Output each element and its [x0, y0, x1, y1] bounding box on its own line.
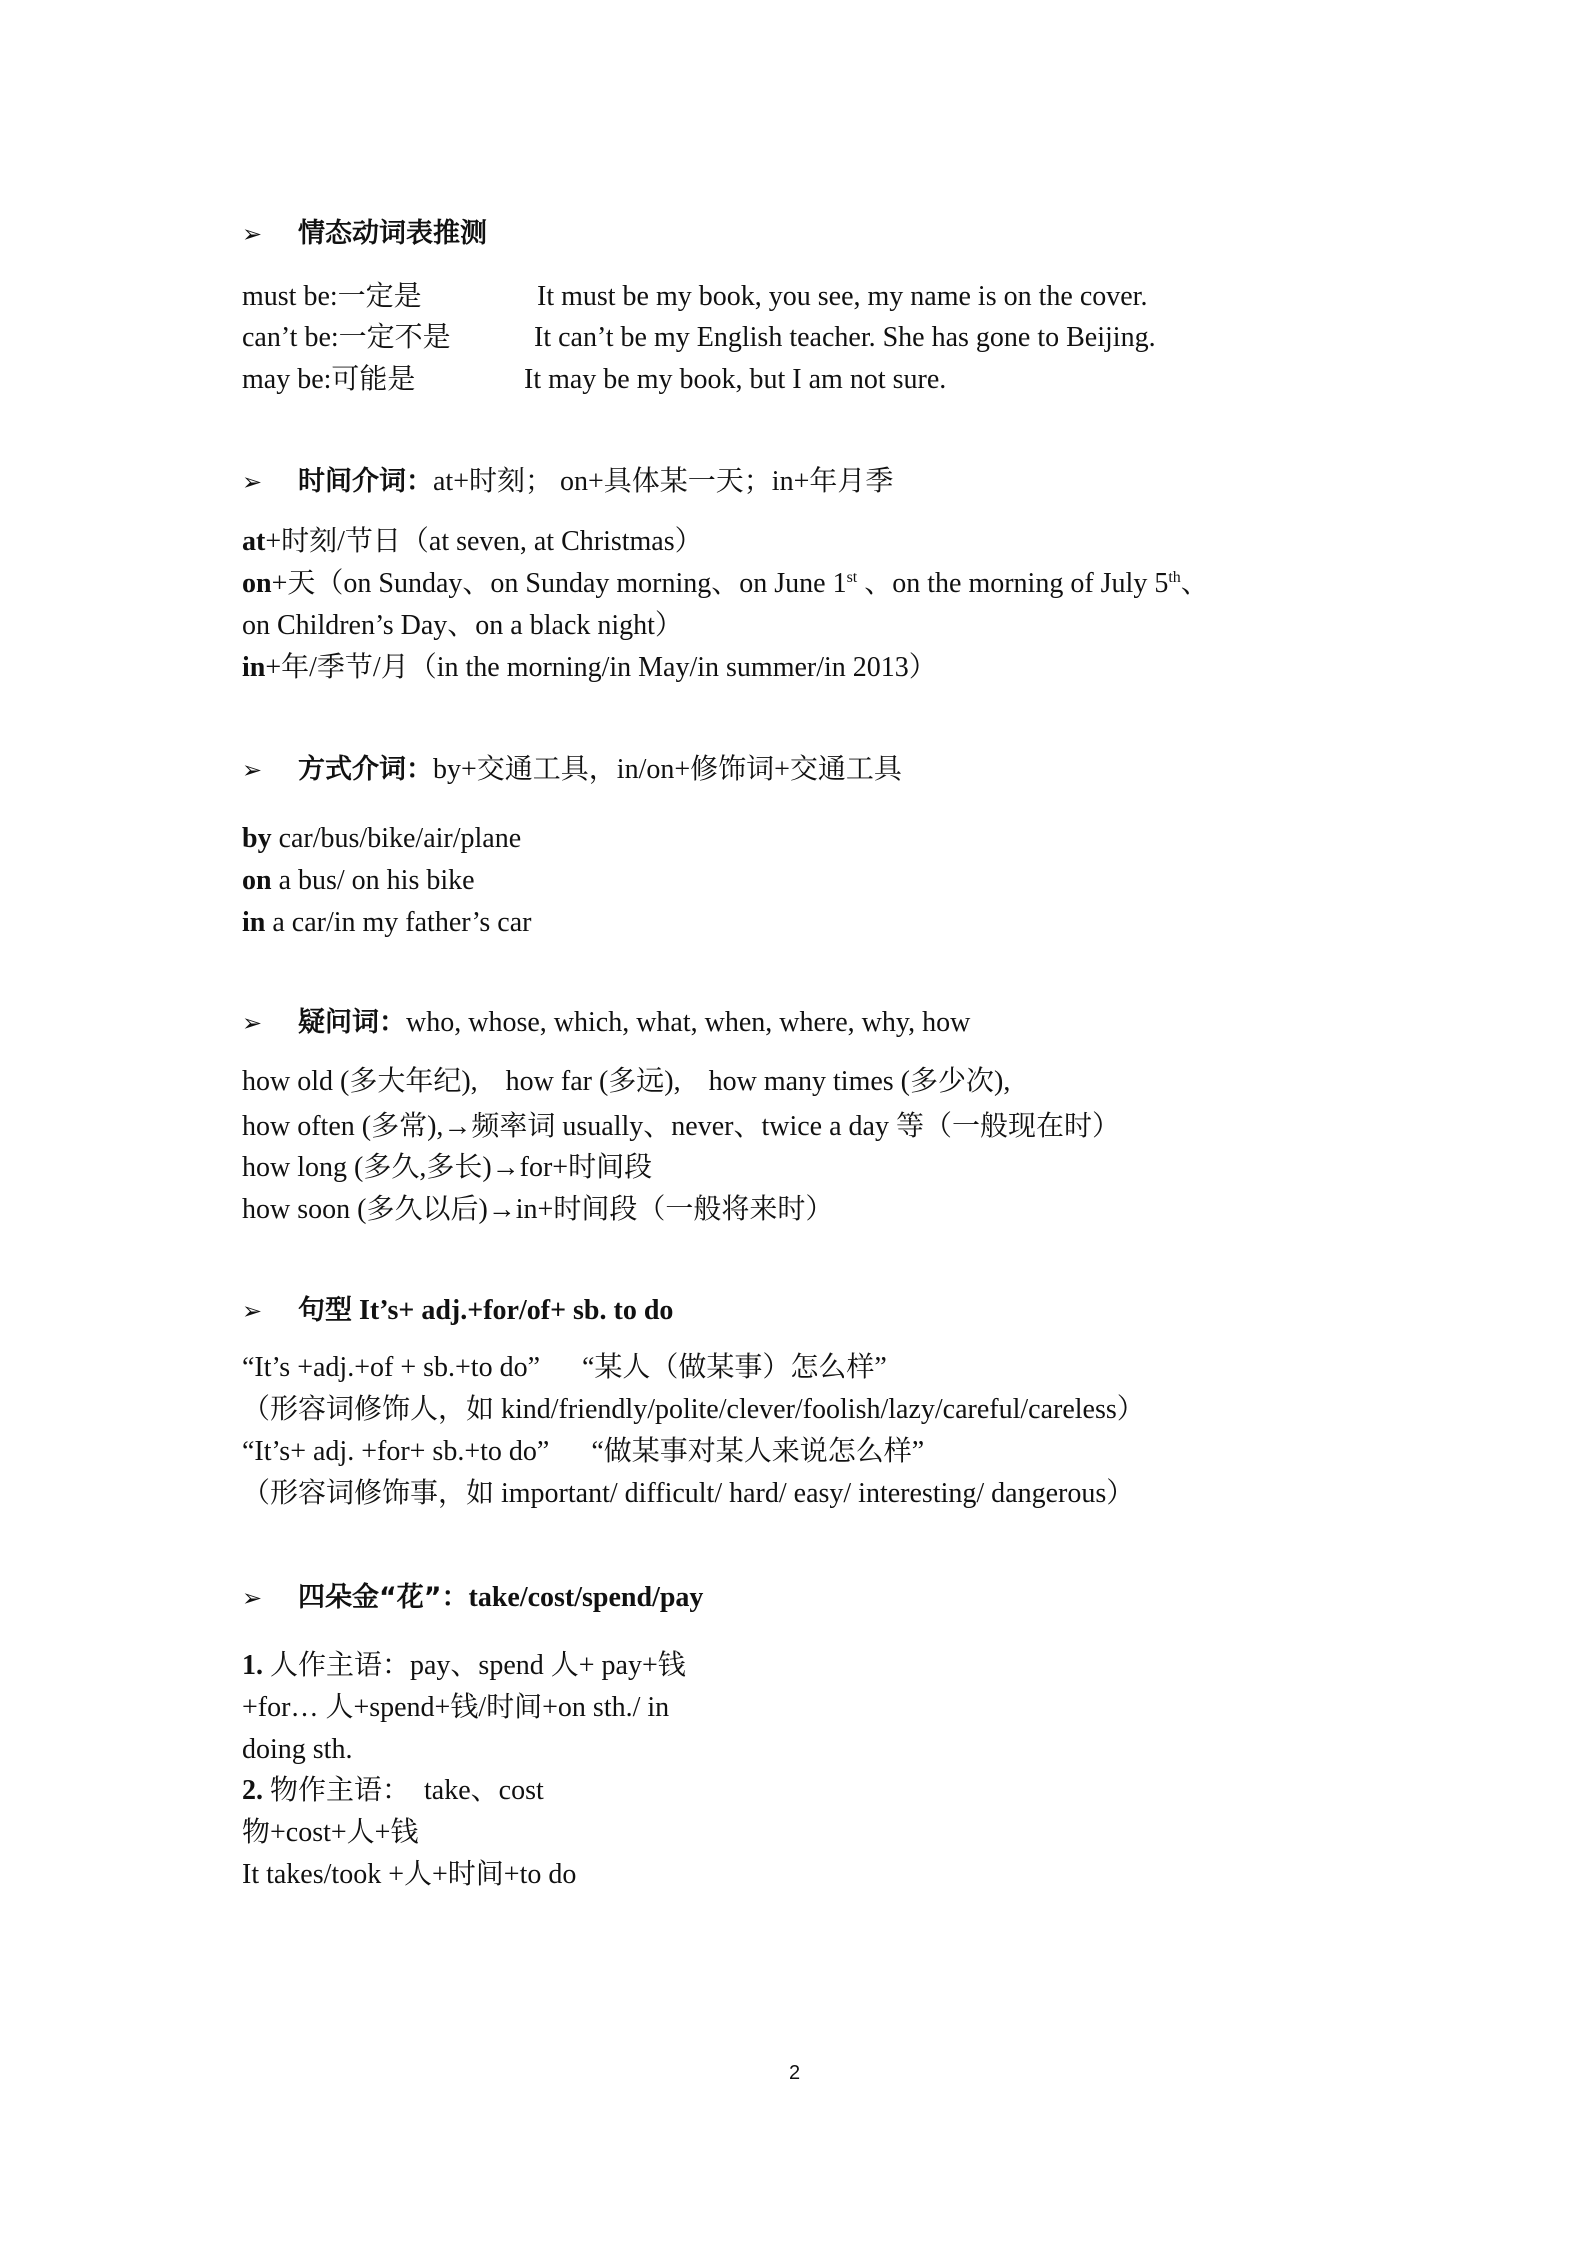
manner-line-by: by car/bus/bike/air/plane — [242, 823, 522, 854]
pattern-line-2: （形容词修饰人，如 kind/friendly/polite/clever/foolish/lazy/careful/careless） — [242, 1394, 1145, 1425]
question-line-3: how long (多久,多长)→for+时间段 — [242, 1152, 653, 1183]
verbs-line-2: +for… 人+spend+钱/时间+on sth./ in — [242, 1692, 670, 1723]
page-number: 2 — [788, 2062, 801, 2084]
verbs-line-4: 2. 物作主语： take、cost — [242, 1775, 544, 1806]
verbs-line-6: It takes/took +人+时间+to do — [242, 1859, 577, 1890]
manner-line-on: on a bus/ on his bike — [242, 865, 475, 896]
pattern-line-3: “It’s+ adj. +for+ sb.+to do” “做某事对某人来说怎么样” — [242, 1436, 925, 1467]
time-line-at: at+时刻/节日（at seven, at Christmas） — [242, 526, 703, 557]
arrow-bullet-icon: ➢ — [242, 1584, 263, 1612]
verbs-line-5: 物+cost+人+钱 — [242, 1817, 419, 1848]
time-line-on: on+天（on Sunday、on Sunday morning、on June 1st 、on the morning of July 5th、 — [242, 568, 1209, 599]
question-line-2: how often (多常),→频率词 usually、never、twice a day 等（一般现在时） — [242, 1111, 1120, 1142]
question-line-1: how old (多大年纪), how far (多远), how many times (多少次), — [242, 1066, 1011, 1097]
section-heading-modal: ➢ 情态动词表推测 — [242, 216, 487, 252]
time-line-in: in+年/季节/月（in the morning/in May/in summer/in 2013） — [242, 652, 937, 683]
verbs-line-1: 1. 人作主语：pay、spend 人+ pay+钱 — [242, 1650, 686, 1681]
section-heading-question: ➢ 疑问词：who, whose, which, what, when, where, why, how — [242, 1005, 970, 1041]
section-heading-manner: ➢ 方式介词：by+交通工具，in/on+修饰词+交通工具 — [242, 752, 902, 788]
section-heading-verbs: ➢ 四朵金“花”：take/cost/spend/pay — [242, 1580, 703, 1616]
time-line-on-cont: on Children’s Day、on a black night） — [242, 610, 683, 641]
verbs-line-3: doing sth. — [242, 1734, 353, 1765]
arrow-bullet-icon: ➢ — [242, 468, 263, 496]
modal-row-3: may be:可能是 It may be my book, but I am not sure. — [242, 364, 947, 395]
section-heading-time: ➢ 时间介词：at+时刻； on+具体某一天；in+年月季 — [242, 464, 893, 500]
arrow-bullet-icon: ➢ — [242, 1297, 263, 1325]
arrow-bullet-icon: ➢ — [242, 220, 263, 248]
modal-row-1: must be:一定是 It must be my book, you see, my name is on the cover. — [242, 281, 1148, 312]
manner-line-in: in a car/in my father’s car — [242, 907, 532, 938]
question-line-4: how soon (多久以后)→in+时间段（一般将来时） — [242, 1194, 834, 1225]
modal-row-2: can’t be:一定不是 It can’t be my English teacher. She has gone to Beijing. — [242, 322, 1156, 353]
pattern-line-4: （形容词修饰事，如 important/ difficult/ hard/ easy/ interesting/ dangerous） — [242, 1478, 1135, 1509]
section-heading-pattern: ➢ 句型 It’s+ adj.+for/of+ sb. to do — [242, 1293, 673, 1329]
pattern-line-1: “It’s +adj.+of + sb.+to do” “某人（做某事）怎么样” — [242, 1352, 887, 1383]
arrow-bullet-icon: ➢ — [242, 1009, 263, 1037]
arrow-bullet-icon: ➢ — [242, 756, 263, 784]
